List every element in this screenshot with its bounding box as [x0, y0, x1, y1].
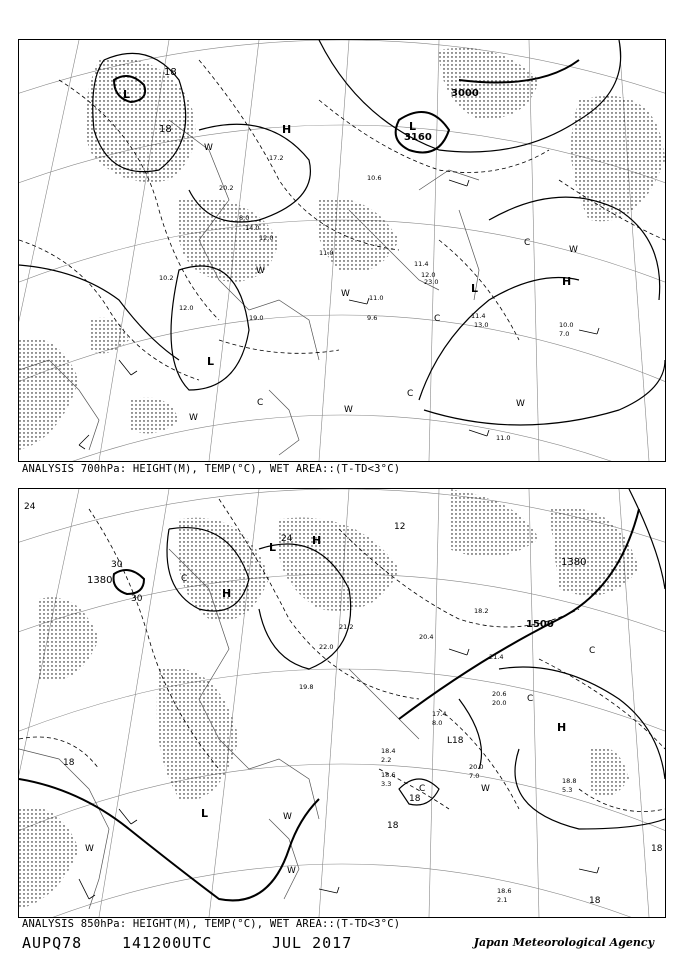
wind-barbs: [79, 649, 599, 899]
low-center: L: [471, 282, 479, 295]
station-value: 23.0: [424, 278, 439, 286]
product-id: AUPQ78: [22, 934, 83, 952]
station-value: 18.4: [381, 747, 396, 755]
contour-label: 1380: [87, 575, 113, 586]
station-value: 17.4: [432, 710, 447, 718]
warm-center: W: [85, 844, 94, 854]
station-value: 20.2: [219, 184, 234, 192]
cold-center: C: [407, 389, 414, 399]
station-value: 20.0: [492, 699, 507, 707]
contour-label: 12: [394, 522, 406, 532]
station-value: 7.0: [469, 772, 480, 780]
station-value: 22.0: [319, 643, 334, 651]
warm-center: W: [516, 399, 525, 409]
contour-label: L18: [447, 736, 464, 746]
warm-center: W: [204, 143, 213, 153]
contour-label: 18: [589, 896, 601, 906]
station-value: 11.0: [319, 249, 334, 257]
warm-center: W: [256, 266, 265, 276]
cold-center: C: [257, 398, 264, 408]
station-value: 5.3: [562, 786, 573, 794]
coastlines: [19, 120, 479, 455]
station-value: 2.1: [497, 896, 508, 904]
contour-label: 1380: [561, 557, 587, 568]
high-center: H: [562, 275, 572, 288]
station-value: 10.0: [559, 321, 574, 329]
station-value: 21.4: [489, 653, 504, 661]
cold-center: C: [419, 784, 426, 794]
cold-center: C: [527, 694, 534, 704]
cold-center: C: [434, 314, 441, 324]
cold-center: C: [524, 238, 531, 248]
station-value: 18.8: [562, 777, 577, 785]
station-value: 8.0: [239, 214, 250, 222]
station-value: 11.4: [471, 312, 486, 320]
low-center: L: [123, 88, 131, 101]
caption-700hpa: ANALYSIS 700hPa: HEIGHT(M), TEMP(°C), WET AREA::(T-TD<3°C): [22, 463, 401, 475]
station-value: 18.2: [474, 607, 489, 615]
station-value: 19.8: [299, 683, 314, 691]
station-value: 10.6: [367, 174, 382, 182]
warm-center: W: [287, 866, 296, 876]
station-value: 17.2: [269, 154, 284, 162]
cold-center: C: [181, 574, 188, 584]
warm-center: W: [341, 289, 350, 299]
contour-label: 18: [409, 794, 421, 804]
warm-center: W: [283, 812, 292, 822]
station-value: 18.6: [381, 771, 396, 779]
valid-time: 141200UTC: [122, 934, 213, 952]
low-center: L: [201, 807, 209, 820]
station-value: 13.0: [474, 321, 489, 329]
station-value: 19.0: [249, 314, 264, 322]
chart-identifier: [22, 934, 352, 952]
chart-700hpa: [18, 39, 666, 462]
chart-850hpa: [18, 488, 666, 918]
cold-center: C: [589, 646, 596, 656]
station-value: 11.0: [496, 434, 511, 442]
map-850hpa: [19, 489, 665, 917]
warm-center: W: [569, 245, 578, 255]
low-center: L: [207, 355, 215, 368]
low-center: L: [269, 541, 277, 554]
station-value: 12.0: [179, 304, 194, 312]
station-value: 3.3: [381, 780, 392, 788]
station-value: 20.6: [492, 690, 507, 698]
station-value: 20.4: [419, 633, 434, 641]
high-center: H: [312, 534, 322, 547]
contour-label: 18: [651, 844, 663, 854]
map-700hpa: [19, 40, 665, 461]
station-value: 7.0: [559, 330, 570, 338]
high-center: H: [282, 123, 292, 136]
station-value: 20.0: [469, 763, 484, 771]
station-value: 18.6: [497, 887, 512, 895]
contour-label: 1500: [526, 619, 554, 630]
agency-name: Japan Meteorological Agency: [473, 936, 654, 949]
contour-label: 24: [281, 534, 293, 544]
warm-center: W: [344, 405, 353, 415]
station-value: 14.0: [245, 224, 260, 232]
contour-label: 18: [164, 67, 177, 78]
contour-label: 18: [159, 124, 172, 135]
high-center: H: [557, 721, 567, 734]
warm-center: W: [481, 784, 490, 794]
contour-label: 3160: [404, 132, 432, 143]
station-value: 11.4: [414, 260, 429, 268]
contour-label: 30: [111, 560, 123, 570]
contour-label: 18: [63, 758, 75, 768]
station-value: 2.2: [381, 756, 392, 764]
high-center: H: [222, 587, 232, 600]
chart-date: JUL 2017: [272, 934, 353, 952]
low-center: L: [409, 120, 417, 133]
station-value: 8.0: [432, 719, 443, 727]
contour-label: 18: [387, 821, 399, 831]
station-value: 12.0: [259, 234, 274, 242]
station-value: 11.0: [369, 294, 384, 302]
contour-label: 3000: [451, 88, 479, 99]
contour-label: 24: [24, 502, 36, 512]
contour-label: 30: [131, 594, 143, 604]
station-value: 12.0: [421, 271, 436, 279]
wet-areas: [19, 489, 639, 909]
station-value: 10.2: [159, 274, 174, 282]
station-value: 21.2: [339, 623, 354, 631]
station-value: 9.6: [367, 314, 378, 322]
warm-center: W: [189, 413, 198, 423]
caption-850hpa: ANALYSIS 850hPa: HEIGHT(M), TEMP(°C), WET AREA::(T-TD<3°C): [22, 918, 401, 930]
